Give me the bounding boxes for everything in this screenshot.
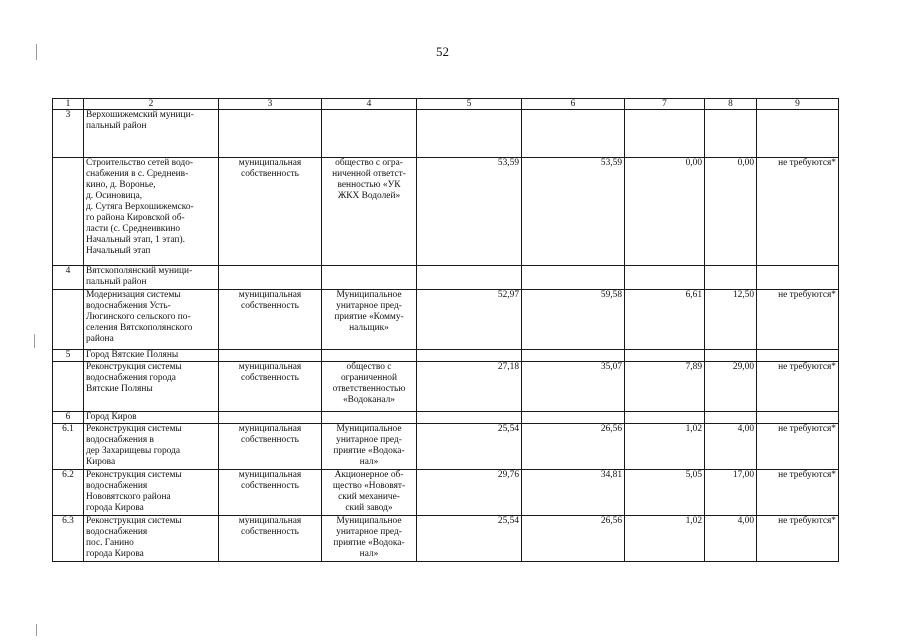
row-number-cell: [53, 290, 84, 350]
ownership-cell: [219, 350, 322, 362]
scan-artifact-mark: [36, 44, 37, 60]
object-name-cell: Вятскополянский муници- пальный район: [84, 266, 219, 290]
row-number-cell: 6.3: [53, 516, 84, 562]
header-cell: 9: [757, 99, 839, 110]
value-col7-cell: 0,00: [625, 158, 705, 266]
value-col6-cell: [522, 110, 625, 158]
row-number-cell: 5: [53, 350, 84, 362]
header-cell: 1: [53, 99, 84, 110]
table-row: [53, 470, 839, 516]
value-col6-cell: 26,56: [522, 516, 625, 562]
row-number-cell: 4: [53, 266, 84, 290]
value-col5-cell: 29,76: [417, 470, 522, 516]
value-col8-cell: [705, 266, 757, 290]
value-col7-cell: 1,02: [625, 424, 705, 470]
row-number-cell: 3: [53, 110, 84, 158]
requirement-cell: не требуются*: [757, 158, 839, 266]
table-header-row: [53, 99, 839, 110]
organization-cell: общество с ограниченной ответственностью «Водоканал»: [322, 362, 417, 412]
value-col6-cell: 53,59: [522, 158, 625, 266]
value-col7-cell: [625, 110, 705, 158]
table-body: [53, 99, 839, 562]
ownership-cell: муниципальная собственность: [219, 470, 322, 516]
value-col8-cell: 12,50: [705, 290, 757, 350]
value-col6-cell: [522, 412, 625, 424]
object-name-cell: Город Киров: [84, 412, 219, 424]
ownership-cell: муниципальная собственность: [219, 424, 322, 470]
table-row: [53, 158, 839, 266]
value-col7-cell: 1,02: [625, 516, 705, 562]
ownership-cell: [219, 110, 322, 158]
value-col5-cell: 25,54: [417, 516, 522, 562]
ownership-cell: муниципальная собственность: [219, 290, 322, 350]
header-cell: 6: [522, 99, 625, 110]
section-row: [53, 350, 839, 362]
page-number: 52: [436, 44, 449, 59]
table-row: [53, 424, 839, 470]
value-col8-cell: 4,00: [705, 424, 757, 470]
value-col8-cell: [705, 110, 757, 158]
organization-cell: [322, 266, 417, 290]
object-name-cell: Реконструкция системы водоснабжения пос. Ганино города Кирова: [84, 516, 219, 562]
object-name-cell: Реконструкция системы водоснабжения города Вятские Поляны: [84, 362, 219, 412]
ownership-cell: [219, 266, 322, 290]
value-col8-cell: [705, 412, 757, 424]
requirement-cell: не требуются*: [757, 424, 839, 470]
object-name-cell: Реконструкция системы водоснабжения Нововятского района города Кирова: [84, 470, 219, 516]
value-col7-cell: 7,89: [625, 362, 705, 412]
table-row: [53, 290, 839, 350]
requirement-cell: [757, 412, 839, 424]
ownership-cell: [219, 412, 322, 424]
value-col6-cell: [522, 266, 625, 290]
row-number-cell: 6.2: [53, 470, 84, 516]
organization-cell: [322, 110, 417, 158]
value-col5-cell: [417, 110, 522, 158]
section-row: [53, 110, 839, 158]
object-name-cell: Верхошижемский муници- пальный район: [84, 110, 219, 158]
water-supply-projects-table: [52, 98, 839, 562]
row-number-cell: [53, 158, 84, 266]
requirement-cell: [757, 110, 839, 158]
requirement-cell: не требуются*: [757, 290, 839, 350]
value-col6-cell: [522, 350, 625, 362]
object-name-cell: Город Вятские Поляны: [84, 350, 219, 362]
object-name-cell: Модернизация системы водоснабжения Усть- Люгинского сельского по- селения Вятскополянского района: [84, 290, 219, 350]
header-cell: 4: [322, 99, 417, 110]
requirement-cell: не требуются*: [757, 516, 839, 562]
organization-cell: Муниципальное унитарное пред- приятие «Водока- нал»: [322, 516, 417, 562]
value-col7-cell: [625, 350, 705, 362]
value-col8-cell: 0,00: [705, 158, 757, 266]
ownership-cell: муниципальная собственность: [219, 516, 322, 562]
value-col8-cell: [705, 350, 757, 362]
value-col5-cell: 52,97: [417, 290, 522, 350]
table-row: [53, 362, 839, 412]
value-col8-cell: 29,00: [705, 362, 757, 412]
header-cell: 8: [705, 99, 757, 110]
value-col5-cell: [417, 266, 522, 290]
table-row: [53, 516, 839, 562]
requirement-cell: не требуются*: [757, 362, 839, 412]
value-col5-cell: [417, 412, 522, 424]
section-row: [53, 412, 839, 424]
value-col6-cell: 59,58: [522, 290, 625, 350]
organization-cell: общество с огра- ниченной ответст- венностью «УК ЖКХ Водолей»: [322, 158, 417, 266]
organization-cell: [322, 350, 417, 362]
value-col5-cell: 27,18: [417, 362, 522, 412]
value-col8-cell: 4,00: [705, 516, 757, 562]
value-col6-cell: 35,07: [522, 362, 625, 412]
row-number-cell: [53, 362, 84, 412]
value-col5-cell: 25,54: [417, 424, 522, 470]
scan-artifact-mark: [36, 624, 37, 636]
ownership-cell: муниципальная собственность: [219, 158, 322, 266]
value-col6-cell: 34,81: [522, 470, 625, 516]
value-col7-cell: 6,61: [625, 290, 705, 350]
header-cell: 7: [625, 99, 705, 110]
value-col7-cell: [625, 266, 705, 290]
header-cell: 5: [417, 99, 522, 110]
ownership-cell: муниципальная собственность: [219, 362, 322, 412]
requirement-cell: [757, 266, 839, 290]
row-number-cell: 6.1: [53, 424, 84, 470]
object-name-cell: Строительство сетей водо- снабжения в с. Среднеив- кино, д. Воронье, д. Осиновица, д. Сутяга Верхошижемско- го района Кировской об- ласти (с. Среднеивкино Начальный этап, 1 этап). Начальный этап: [84, 158, 219, 266]
organization-cell: Муниципальное унитарное пред- приятие «Водока- нал»: [322, 424, 417, 470]
value-col8-cell: 17,00: [705, 470, 757, 516]
organization-cell: Акционерное об- щество «Нововят- ский механиче- ский завод»: [322, 470, 417, 516]
value-col5-cell: 53,59: [417, 158, 522, 266]
organization-cell: [322, 412, 417, 424]
scan-artifact-mark: [34, 334, 35, 348]
header-cell: 2: [84, 99, 219, 110]
section-row: [53, 266, 839, 290]
value-col6-cell: 26,56: [522, 424, 625, 470]
requirement-cell: не требуются*: [757, 470, 839, 516]
object-name-cell: Реконструкция системы водоснабжения в дер Захарищевы города Кирова: [84, 424, 219, 470]
value-col7-cell: 5,05: [625, 470, 705, 516]
header-cell: 3: [219, 99, 322, 110]
organization-cell: Муниципальное унитарное пред- приятие «Комму- нальщик»: [322, 290, 417, 350]
value-col5-cell: [417, 350, 522, 362]
value-col7-cell: [625, 412, 705, 424]
requirement-cell: [757, 350, 839, 362]
row-number-cell: 6: [53, 412, 84, 424]
